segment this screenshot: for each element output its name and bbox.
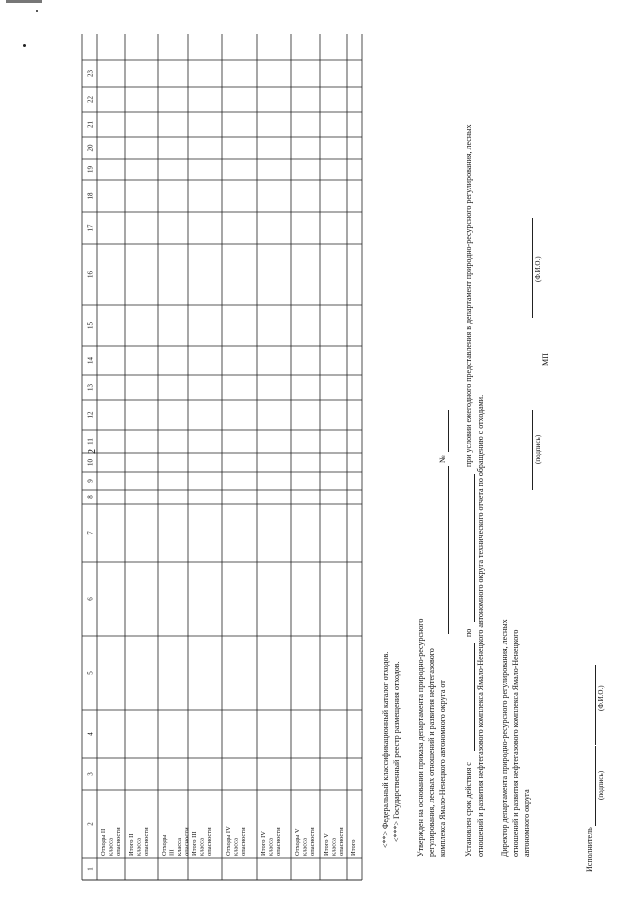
page-number: 2	[87, 449, 98, 454]
column-number: 17	[86, 224, 95, 232]
column-number: 7	[86, 531, 95, 535]
column-number: 13	[86, 384, 95, 391]
row-label-line: класса	[267, 837, 275, 856]
row-label-line: Отходы II	[100, 828, 107, 856]
director-line-1: Директор департамента природно-ресурсного регулирования, лесных	[500, 619, 509, 857]
footnote-gro: <***> Государственный реестр размещения отходов.	[392, 661, 401, 842]
validity-to-line	[474, 474, 475, 622]
column-number: 2	[86, 822, 95, 826]
validity-condition-2: отношений и развития нефтегазового комплекса Ямало-Ненецкого автономного округа технического отчета по обращению с отходами.	[476, 394, 485, 857]
approved-number-line	[448, 410, 449, 452]
column-number: 1	[86, 867, 95, 871]
approved-line-3: комплекса Ямало-Ненецкого автономного округа от	[438, 680, 447, 857]
column-number: 14	[86, 357, 95, 364]
validity-condition-1: при условии ежегодного представления в департамент природно-ресурсного регулирования, лесных	[464, 124, 473, 467]
row-label-line: опасности	[275, 827, 282, 856]
column-number: 6	[86, 597, 95, 601]
row-label-line: Отходы	[161, 834, 168, 856]
row-label-line: опасности	[206, 827, 213, 856]
row-label-line: Итого III	[191, 831, 198, 856]
column-number: 12	[86, 411, 95, 419]
director-fio-line	[532, 218, 533, 318]
row-label-line: Итого V	[323, 833, 330, 856]
column-number: 15	[86, 322, 95, 329]
column-number: 16	[86, 271, 95, 278]
approved-line-1: Утвержден на основании приказа департамента природно-ресурсного	[416, 618, 425, 857]
approved-line-2: регулирования, лесных отношений и развития нефтегазового	[427, 648, 436, 857]
footnote-fkko: <**> Федеральный классификационный каталог отходов.	[381, 651, 390, 848]
row-label-line: III	[168, 849, 176, 856]
director-fio-caption: (Ф.И.О.)	[534, 256, 542, 282]
row-label-line: опасности	[309, 827, 316, 856]
director-line-3: автономного округа	[522, 789, 531, 857]
validity-to-label: по	[464, 628, 473, 637]
row-label-line: класса	[232, 837, 240, 856]
column-number: 20	[86, 144, 95, 152]
row-label-line: класса	[301, 837, 309, 856]
director-line-2: отношений и развития нефтегазового комплекса Ямало-Ненецкого	[511, 629, 520, 857]
row-label-line: класса	[198, 837, 206, 856]
row-label-line: Отходы IV	[225, 826, 232, 856]
row-label-line: класса	[330, 837, 338, 856]
row-label-line: Отходы V	[294, 828, 301, 856]
row-label-line: Итого II	[128, 833, 135, 856]
validity-label: Установлен срок действия с	[464, 762, 473, 857]
row-label-line: Итого IV	[260, 831, 267, 856]
column-number: 4	[86, 732, 95, 736]
director-stamp: МП	[541, 353, 550, 366]
column-number: 19	[86, 166, 95, 173]
row-label-line: опасности	[183, 827, 191, 856]
validity-from-line	[474, 643, 475, 751]
row-label-line: Итого	[350, 839, 357, 856]
row-label-line: опасности	[115, 827, 122, 856]
executor-signature-line	[595, 746, 596, 826]
executor-fio-caption: (Ф.И.О.)	[597, 685, 605, 711]
executor-fio-line	[595, 665, 596, 745]
column-number: 9	[86, 479, 95, 483]
executor-signature-caption: (подпись)	[597, 770, 605, 800]
column-number: 8	[86, 495, 95, 499]
column-number: 21	[86, 121, 95, 128]
approved-number-sign: №	[438, 455, 447, 463]
row-label-line: класса	[176, 837, 183, 856]
column-number: 22	[86, 96, 95, 103]
row-label-line: опасности	[143, 827, 150, 856]
director-signature-line	[532, 410, 533, 490]
executor-label: Исполнитель	[585, 827, 594, 872]
column-number: 5	[86, 671, 95, 675]
row-label-line: класса	[107, 837, 115, 856]
approved-date-line	[448, 466, 449, 634]
column-number: 10	[86, 459, 95, 466]
director-signature-caption: (подпись)	[534, 434, 542, 464]
column-number: 3	[86, 772, 95, 776]
row-label-line: опасности	[240, 827, 247, 856]
column-number: 11	[86, 438, 95, 445]
row-label-line: опасности	[338, 827, 345, 856]
row-label-line: класса	[135, 837, 143, 856]
column-number: 23	[86, 70, 95, 77]
column-number: 18	[86, 192, 95, 200]
